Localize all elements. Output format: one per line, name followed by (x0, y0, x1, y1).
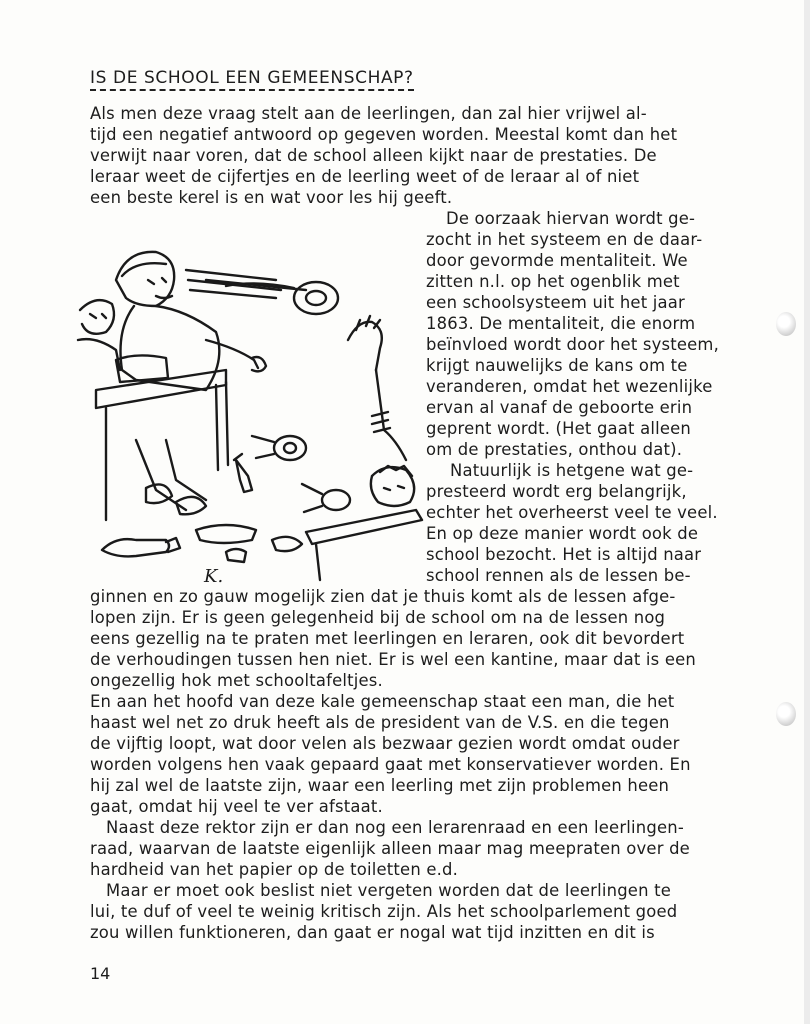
cartoon-illustration (76, 240, 426, 585)
page-title: IS DE SCHOOL EEN GEMEENSCHAP? (90, 68, 414, 91)
text-line: een schoolsysteem uit het jaar (426, 293, 685, 312)
text-line: Naast deze rektor zijn er dan nog een lerarenraad en een leerlingen- (106, 818, 684, 837)
text-line: school rennen als de lessen be- (426, 566, 691, 585)
text-line: En op deze manier wordt ook de (426, 524, 699, 543)
text-line: beïnvloed wordt door het systeem, (426, 335, 720, 354)
text-line: Natuurlijk is hetgene wat ge- (450, 461, 694, 480)
text-line: ongezellig hok met schooltafeltjes. (90, 671, 383, 690)
text-line: Maar er moet ook beslist niet vergeten worden dat de leerlingen te (106, 881, 671, 900)
text-line: veranderen, omdat het wezenlijke (426, 377, 713, 396)
text-line: om de prestaties, onthou dat). (426, 440, 683, 459)
text-line: leraar weet de cijfertjes en de leerling weet of de leraar al of niet (90, 167, 640, 186)
text-line: de verhoudingen tussen hen niet. Er is wel een kantine, maar dat is een (90, 650, 696, 669)
text-line: de vijftig loopt, wat door velen als bezwaar gezien wordt omdat ouder (90, 734, 680, 753)
text-line: presteerd wordt erg belangrijk, (426, 482, 687, 501)
binder-hole (776, 702, 796, 726)
text-line: geprent wordt. (Het gaat alleen (426, 419, 691, 438)
text-line: haast wel net zo druk heeft als de president van de V.S. en die tegen (90, 713, 670, 732)
text-line: school bezocht. Het is altijd naar (426, 545, 702, 564)
text-line: lopen zijn. Er is geen gelegenheid bij de school om na de lessen nog (90, 608, 666, 627)
text-line: zitten n.l. op het ogenblik met (426, 272, 680, 291)
text-line: zou willen funktioneren, dan gaat er nogal wat tijd inzitten en dit is (90, 923, 655, 942)
page-number: 14 (90, 964, 111, 983)
text-line: tijd een negatief antwoord op gegeven worden. Meestal komt dan het (90, 125, 678, 144)
text-line: En aan het hoofd van deze kale gemeenschap staat een man, die het (90, 692, 675, 711)
text-line: ervan al vanaf de geboorte erin (426, 398, 693, 417)
text-line: worden volgens hen vaak gepaard gaat met konservatiever worden. En (90, 755, 691, 774)
text-line: door gevormde mentaliteit. We (426, 251, 688, 270)
text-line: De oorzaak hiervan wordt ge- (446, 209, 696, 228)
text-line: eens gezellig na te praten met leerlingen en leraren, ook dit bevordert (90, 629, 685, 648)
text-line: Als men deze vraag stelt aan de leerlingen, dan zal hier vrijwel al- (90, 104, 647, 123)
text-line: echter het overheerst veel te veel. (426, 503, 718, 522)
text-line: gaat, omdat hij veel te ver afstaat. (90, 797, 383, 816)
text-line: lui, te duf of veel te weinig kritisch zijn. Als het schoolparlement goed (90, 902, 678, 921)
text-line: krijgt nauwelijks de kans om te (426, 356, 688, 375)
binder-hole (776, 312, 796, 336)
text-line: een beste kerel is en wat voor les hij geeft. (90, 188, 453, 207)
text-line: hij zal wel de laatste zijn, waar een leerling met zijn problemen heen (90, 776, 670, 795)
text-line: 1863. De mentaliteit, die enorm (426, 314, 696, 333)
text-line: verwijt naar voren, dat de school alleen kijkt naar de prestaties. De (90, 146, 657, 165)
text-line: hardheid van het papier op de toiletten e.d. (90, 860, 459, 879)
text-line: zocht in het systeem en de daar- (426, 230, 703, 249)
text-line: raad, waarvan de laatste eigenlijk alleen maar mag meepraten over de (90, 839, 690, 858)
signature-mark: K. (204, 566, 224, 585)
text-line: ginnen en zo gauw mogelijk zien dat je thuis komt als de lessen afge- (90, 587, 676, 606)
